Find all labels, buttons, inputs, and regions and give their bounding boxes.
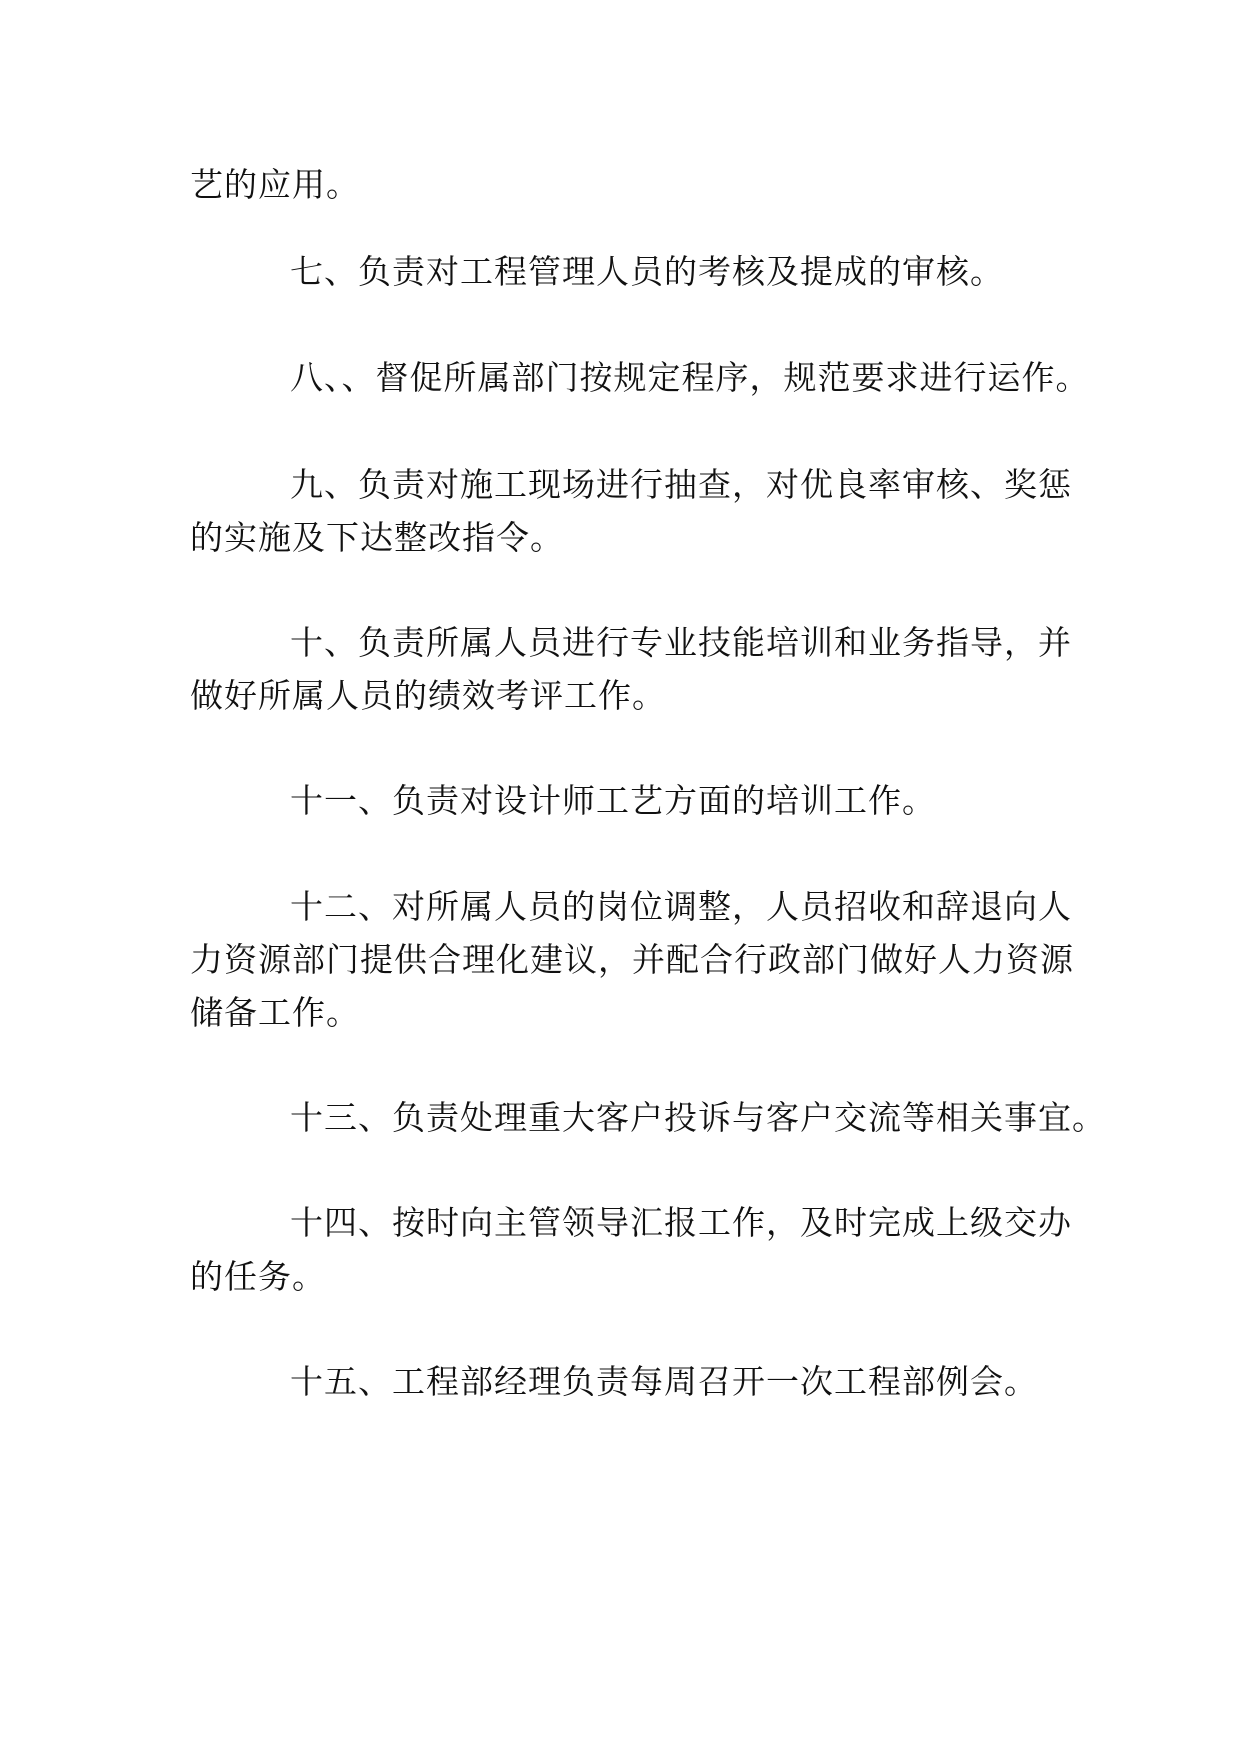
item-15: 十五、工程部经理负责每周召开一次工程部例会。 [290, 1362, 1038, 1401]
item-14-line-1: 十四、按时向主管领导汇报工作，及时完成上级交办 [290, 1203, 1072, 1242]
item-12-line-3: 储备工作。 [190, 993, 360, 1032]
text-line-continuation: 艺的应用。 [190, 165, 360, 204]
item-10-line-2: 做好所属人员的绩效考评工作。 [190, 676, 666, 715]
item-10-line-1: 十、负责所属人员进行专业技能培训和业务指导，并 [290, 623, 1072, 662]
item-9-line-1: 九、负责对施工现场进行抽查，对优良率审核、奖惩 [290, 465, 1072, 504]
item-8: 八、、督促所属部门按规定程序，规范要求进行运作。 [290, 358, 1090, 397]
item-14-line-2: 的任务。 [190, 1257, 326, 1296]
item-11: 十一、负责对设计师工艺方面的培训工作。 [290, 781, 936, 820]
item-7: 七、负责对工程管理人员的考核及提成的审核。 [290, 252, 1004, 291]
item-12-line-1: 十二、对所属人员的岗位调整，人员招收和辞退向人 [290, 887, 1072, 926]
item-12-line-2: 力资源部门提供合理化建议，并配合行政部门做好人力资源 [190, 940, 1074, 979]
item-13: 十三、负责处理重大客户投诉与客户交流等相关事宜。 [290, 1098, 1106, 1137]
item-9-line-2: 的实施及下达整改指令。 [190, 518, 564, 557]
